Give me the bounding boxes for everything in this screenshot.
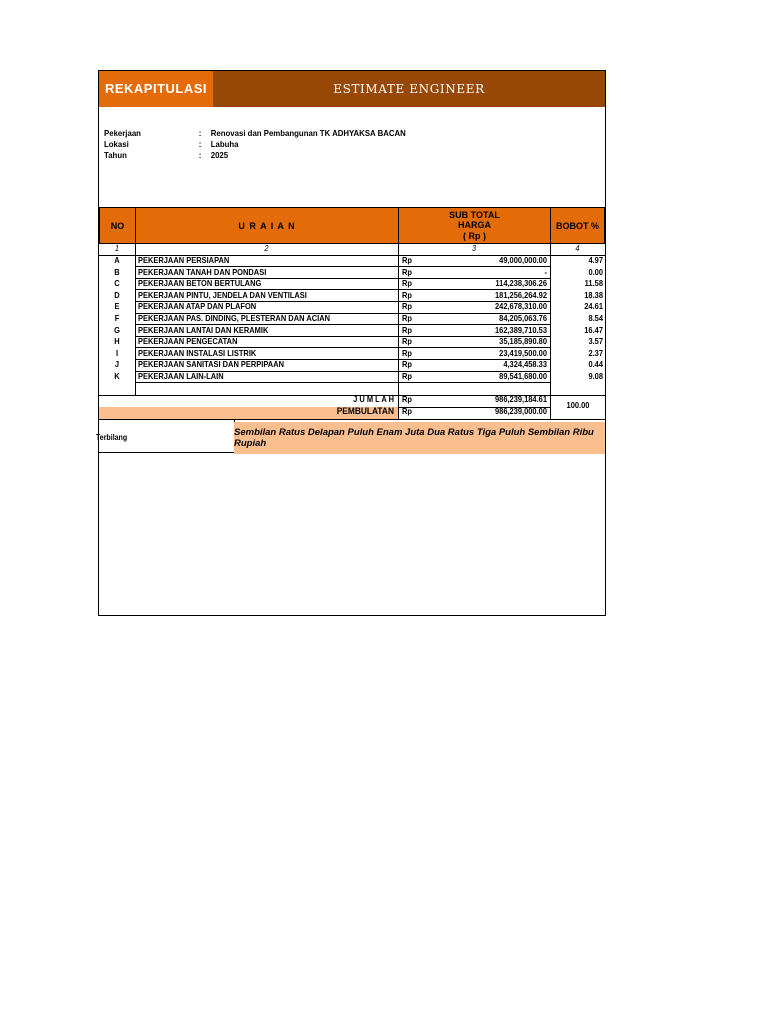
row-bobot: 9.08 bbox=[588, 371, 603, 381]
row-no: G bbox=[114, 324, 120, 335]
col-divider bbox=[135, 244, 136, 395]
row-no: I bbox=[115, 347, 119, 358]
row-rp: Rp bbox=[402, 266, 412, 277]
bobot-total: 100.00 bbox=[566, 400, 590, 410]
col-divider bbox=[550, 244, 551, 419]
row-uraian: PEKERJAAN PINTU, JENDELA DAN VENTILASI bbox=[138, 289, 307, 300]
pembulatan-value: 986,239,000.00 bbox=[494, 406, 547, 416]
info-label: Pekerjaan bbox=[104, 128, 141, 138]
row-harga: 114,238,306.26 bbox=[495, 278, 547, 289]
row-no: D bbox=[114, 289, 120, 300]
row-harga: 49,000,000.00 bbox=[499, 255, 547, 265]
info-colon: : bbox=[198, 150, 202, 160]
row-no: C bbox=[114, 278, 120, 289]
row-rp: Rp bbox=[402, 278, 412, 289]
col-header-no: NO bbox=[99, 207, 136, 244]
row-harga: 35,185,890.80 bbox=[499, 336, 547, 347]
row-rp: Rp bbox=[402, 255, 412, 265]
row-bobot: 16.47 bbox=[584, 324, 603, 335]
row-bobot: 24.61 bbox=[584, 301, 603, 312]
row-rp: Rp bbox=[402, 289, 412, 300]
row-no: E bbox=[114, 301, 120, 312]
row-rp: Rp bbox=[402, 313, 412, 323]
row-harga: 242,678,310.00 bbox=[494, 301, 547, 312]
subtotal-line-3: ( Rp ) bbox=[463, 230, 486, 241]
row-rp: Rp bbox=[402, 347, 412, 358]
col-header-subtotal bbox=[398, 207, 551, 244]
row-no: J bbox=[114, 359, 120, 370]
column-number: 3 bbox=[471, 243, 477, 253]
row-rp: Rp bbox=[402, 359, 412, 370]
row-bobot: 0.00 bbox=[588, 266, 603, 277]
row-harga: 23,419,500.00 bbox=[499, 347, 547, 358]
row-bobot: 3.57 bbox=[588, 336, 603, 347]
row-uraian: PEKERJAAN TANAH DAN PONDASI bbox=[138, 266, 267, 277]
row-harga: - bbox=[544, 266, 547, 277]
row-uraian: PEKERJAAN SANITASI DAN PERPIPAAN bbox=[138, 359, 285, 370]
jumlah-value: 986,239,184.61 bbox=[494, 394, 547, 404]
row-uraian: PEKERJAAN LAIN-LAIN bbox=[138, 371, 224, 381]
row-harga: 4,324,458.33 bbox=[503, 359, 547, 370]
row-bobot: 2.37 bbox=[588, 347, 603, 358]
jumlah-label: J U M L A H bbox=[353, 394, 394, 404]
column-number: 2 bbox=[264, 243, 269, 253]
col-divider bbox=[398, 244, 399, 419]
terbilang-text: Sembilan Ratus Delapan Puluh Enam Juta Dua Ratus Tiga Puluh Sembilan Ribu Rupiah bbox=[234, 422, 605, 454]
row-no: H bbox=[114, 336, 120, 347]
pembulatan-label: PEMBULATAN bbox=[336, 406, 394, 417]
row-bobot: 11.58 bbox=[584, 278, 603, 289]
terbilang-label: Terbilang bbox=[96, 433, 128, 442]
subtotal-line-1: SUB TOTAL bbox=[449, 209, 500, 220]
header-left-title: REKAPITULASI bbox=[99, 71, 213, 107]
col-header-bobot: BOBOT % bbox=[550, 207, 605, 244]
row-rp: Rp bbox=[402, 371, 412, 381]
recap-sheet bbox=[98, 70, 606, 616]
row-rp: Rp bbox=[402, 301, 412, 312]
row-rp: Rp bbox=[402, 324, 412, 335]
header-right-title: ESTIMATE ENGINEER bbox=[333, 82, 485, 96]
row-divider bbox=[135, 382, 551, 383]
row-rp: Rp bbox=[402, 336, 412, 347]
col-header-uraian: U R A I A N bbox=[135, 207, 399, 244]
row-bobot: 18.38 bbox=[584, 289, 603, 300]
info-colon: : bbox=[198, 139, 202, 149]
column-number: 1 bbox=[114, 243, 120, 253]
row-no: B bbox=[114, 266, 120, 277]
info-value: 2025 bbox=[210, 150, 229, 160]
row-uraian: PEKERJAAN PAS. DINDING, PLESTERAN DAN ACIAN bbox=[138, 313, 331, 323]
pembulatan-rp: Rp bbox=[402, 406, 412, 416]
row-uraian: PEKERJAAN ATAP DAN PLAFON bbox=[138, 301, 257, 312]
row-no: A bbox=[114, 255, 120, 265]
subtotal-line-2: HARGA bbox=[458, 220, 491, 231]
row-bobot: 8.54 bbox=[588, 313, 603, 323]
row-harga: 89,541,680.00 bbox=[499, 371, 547, 381]
row-uraian: PEKERJAAN PERSIAPAN bbox=[138, 255, 230, 265]
jumlah-rp: Rp bbox=[402, 394, 412, 404]
row-harga: 162,389,710.53 bbox=[494, 324, 547, 335]
info-value: Labuha bbox=[210, 139, 239, 149]
row-harga: 181,256,264.92 bbox=[494, 289, 547, 300]
column-number: 4 bbox=[575, 243, 580, 253]
info-value: Renovasi dan Pembangunan TK ADHYAKSA BACAN bbox=[210, 128, 406, 138]
row-uraian: PEKERJAAN PENGECATAN bbox=[138, 336, 238, 347]
totals-bottom-border bbox=[99, 419, 605, 420]
row-uraian: PEKERJAAN LANTAI DAN KERAMIK bbox=[138, 324, 269, 335]
row-no: F bbox=[114, 313, 120, 323]
info-label: Lokasi bbox=[104, 139, 129, 149]
row-no: K bbox=[114, 371, 120, 381]
row-uraian: PEKERJAAN BETON BERTULANG bbox=[138, 278, 262, 289]
row-bobot: 4.97 bbox=[588, 255, 603, 265]
info-label: Tahun bbox=[104, 150, 127, 160]
info-colon: : bbox=[198, 128, 202, 138]
row-harga: 84,205,063.76 bbox=[499, 313, 547, 323]
row-bobot: 0.44 bbox=[588, 359, 603, 370]
row-uraian: PEKERJAAN INSTALASI LISTRIK bbox=[138, 347, 257, 358]
header-bar bbox=[99, 71, 605, 107]
